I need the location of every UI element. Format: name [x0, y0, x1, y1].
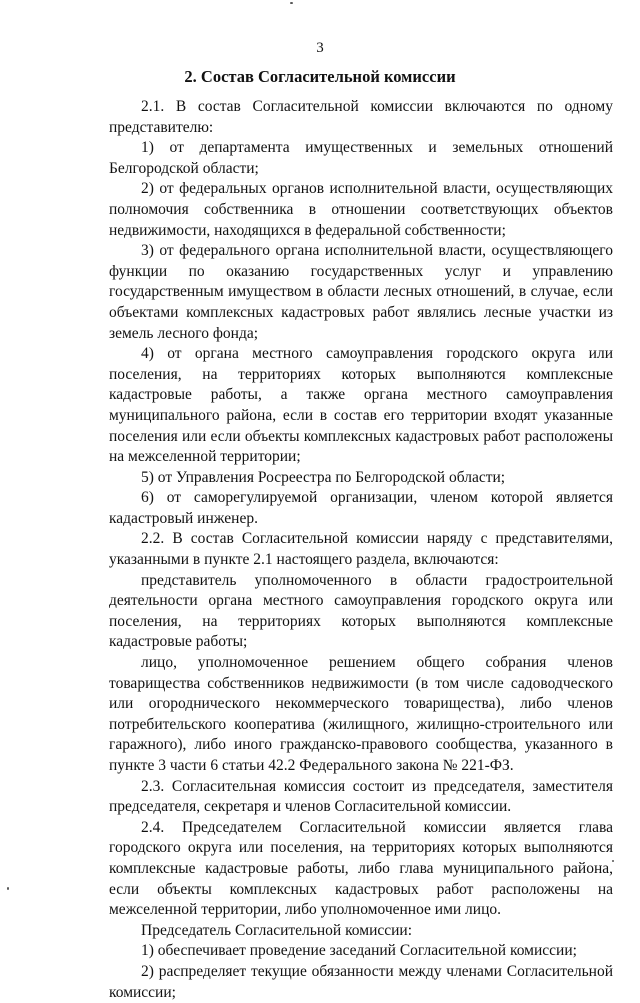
- paragraph-2-2: 2.2. В состав Согласительной комиссии наряду с представителями, указанными в пункте 2.1 настоящего раздела, включаются:: [109, 530, 613, 569]
- paragraph-2-1-item-2: 2) от федеральных органов исполнительной власти, осуществляющих полномочия собственника в отношении соответствующих объектов недвижимости, находящихся в федеральной собственности;: [109, 180, 613, 239]
- paragraph-2-2-item-authorized-person: лицо, уполномоченное решением общего собрания членов товарищества собственников недвижимости (в том числе садоводческого или огороднического некоммерческого товарищества), либо членов потребительского кооператива (жилищного, жилищно-строительного или гаражного), либо иного гражданско-правового сообщества, указанного в пункте 3 части 6 статьи 42.2 Федерального закона № 221-ФЗ.: [109, 654, 613, 774]
- paragraph-2-1: 2.1. В состав Согласительной комиссии включаются по одному представителю:: [109, 98, 613, 136]
- scan-speck: [290, 2, 293, 4]
- paragraph-2-1-item-5: 5) от Управления Росреестра по Белгородской области;: [141, 468, 506, 486]
- section-title: 2. Состав Согласительной комиссии: [184, 67, 456, 86]
- paragraph-2-2-item-representative: представитель уполномоченного в области градостроительной деятельности органа местного самоуправления городского округа или поселения, на территориях которых выполняются комплексные кадастровые работы;: [109, 571, 613, 651]
- paragraph-chairman-duty-1: 1) обеспечивает проведение заседаний Согласительной комиссии;: [141, 942, 577, 960]
- paragraph-2-1-item-4: 4) от органа местного самоуправления городского округа или поселения, на территориях которых выполняются комплексные кадастровые работы, а также органа местного самоуправления муниципального района, если в состав его территории входят указанные поселения или если объекты комплексных кадастровых работ расположены на межселенной территории;: [109, 345, 613, 466]
- paragraph-2-3: 2.3. Согласительная комиссия состоит из председателя, заместителя председателя, секретаря и членов Согласительной комиссии.: [109, 777, 613, 816]
- paragraph-2-1-item-3: 3) от федерального органа исполнительной власти, осуществляющего функции по оказанию государственных услуг и управлению государственным имуществом в области лесных отношений, в случае, если объектами комплексных кадастровых работ являлись лесные участки из земель лесного фонда;: [109, 242, 613, 342]
- scan-speck: [7, 887, 9, 890]
- paragraph-chairman-intro: Председатель Согласительной комиссии:: [141, 921, 413, 939]
- paragraph-chairman-duty-2: 2) распределяет текущие обязанности между членами Согласительной комиссии;: [109, 962, 613, 1001]
- paragraph-2-1-item-6: 6) от саморегулируемой организации, членом которой является кадастровый инженер.: [109, 489, 613, 527]
- paragraph-2-1-item-1: 1) от департамента имущественных и земельных отношений Белгородской области;: [109, 139, 613, 177]
- page-number: 3: [316, 40, 324, 56]
- document-body: [109, 97, 613, 1003]
- paragraph-2-4: 2.4. Председателем Согласительной комиссии является глава городского округа или поселения, на территориях которых выполняются комплексные кадастровые работы, либо глава муниципального района, если объекты комплексных кадастровых работ расположены на межселенной территории, либо уполномоченное ими лицо.: [109, 818, 613, 919]
